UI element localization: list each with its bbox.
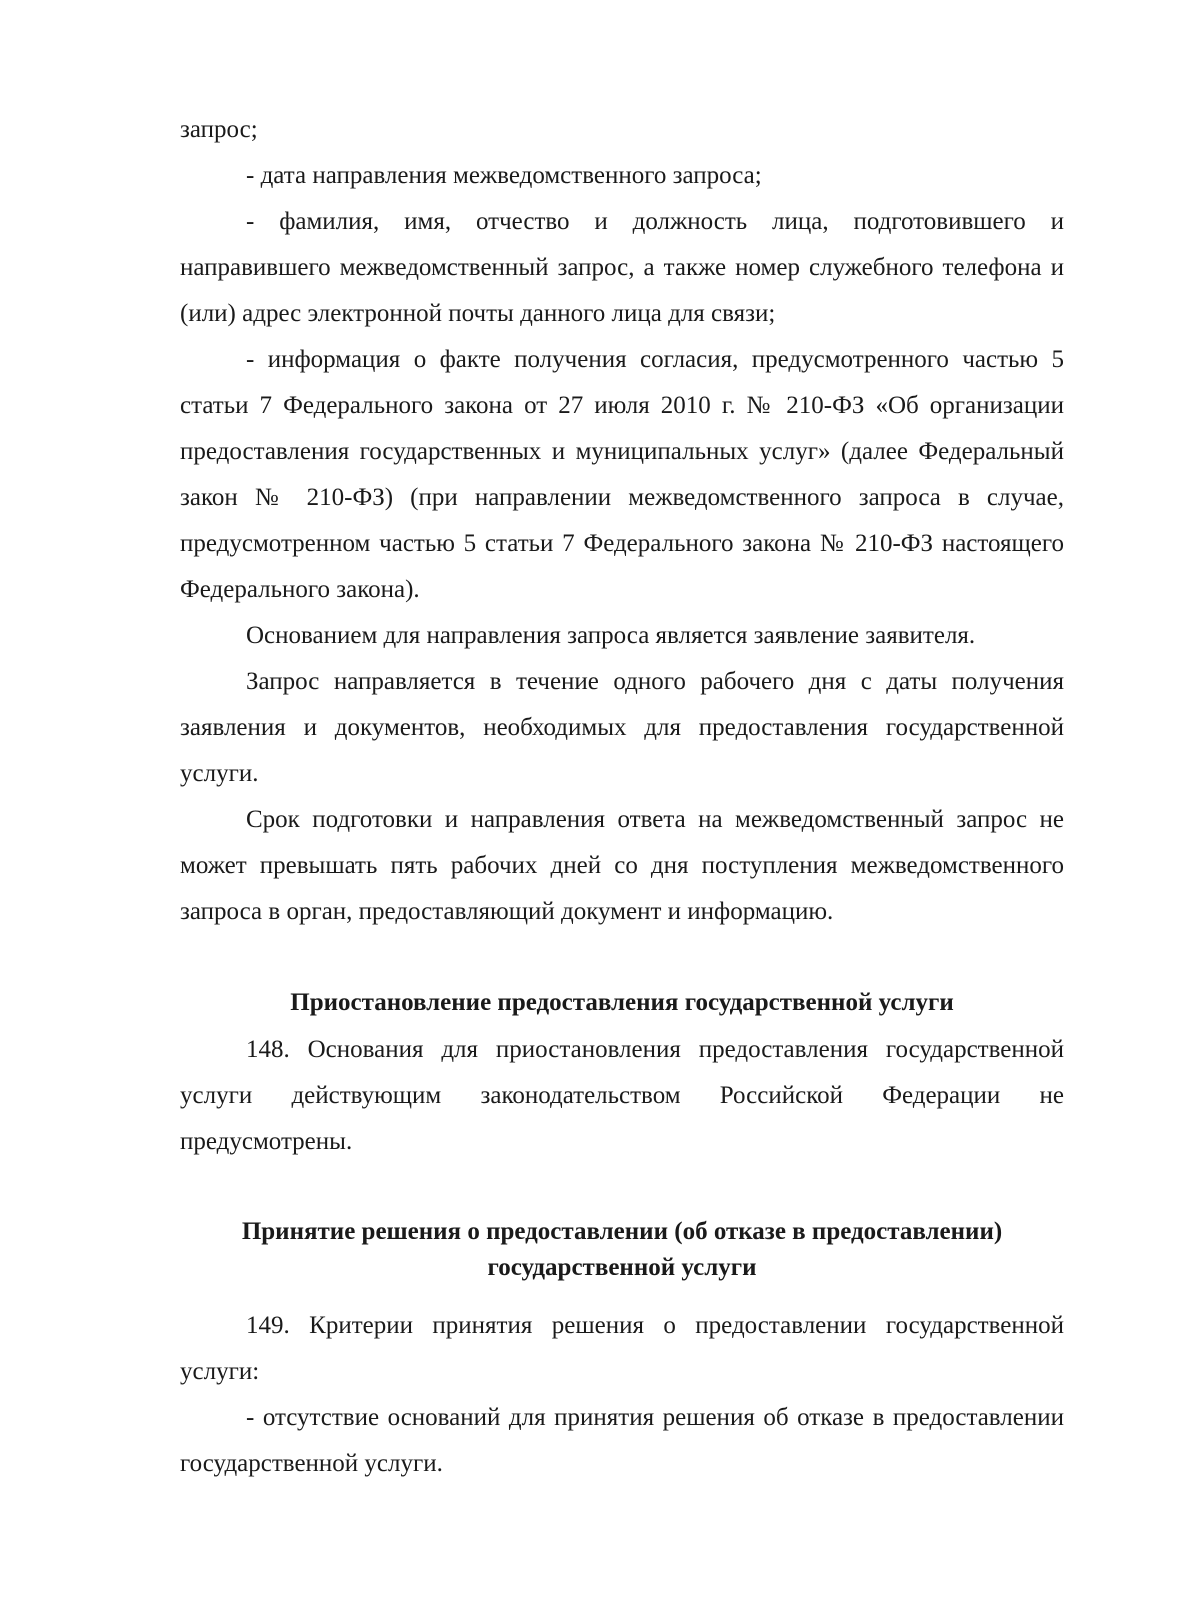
section-heading-suspension — [180, 985, 1064, 1021]
paragraph-request-date: - дата направления межведомственного запроса; — [246, 162, 762, 189]
section-heading-decision — [180, 1214, 1064, 1286]
paragraph-response-deadline: Срок подготовки и направления ответа на межведомственный запрос не может превышать пять рабочих дней со дня поступления межведомственного запроса в орган, предоставляющий документ и информацию. — [180, 806, 1064, 925]
paragraph-request-deadline: Запрос направляется в течение одного рабочего дня с даты получения заявления и документов, необходимых для предоставления государственной услуги. — [180, 668, 1064, 787]
paragraph-responsible-person: - фамилия, имя, отчество и должность лица, подготовившего и направившего межведомственный запрос, а также номер служебного телефона и (или) адрес электронной почты данного лица для связи; — [180, 208, 1064, 327]
paragraph-consent-info: - информация о факте получения согласия, предусмотренного частью 5 статьи 7 Федерального закона от 27 июля 2010 г. № 210-ФЗ «Об организации предоставления государственных и муниципальных услуг» (далее Федеральный закон № 210-ФЗ) (при направлении межведомственного запроса в случае, предусмотренном частью 5 статьи 7 Федерального закона № 210-ФЗ настоящего Федерального закона). — [180, 346, 1064, 603]
text-block-suspension — [180, 1027, 1064, 1165]
paragraph-148: 148. Основания для приостановления предоставления государственной услуги действующим законодательством Российской Федерации не предусмотрены. — [180, 1036, 1064, 1155]
section-heading-decision-line1: Принятие решения о предоставлении (об отказе в предоставлении) — [241, 1218, 1003, 1245]
section-heading-suspension-text: Приостановление предоставления государственной услуги — [290, 989, 954, 1016]
paragraph-request-basis: Основанием для направления запроса является заявление заявителя. — [246, 622, 976, 649]
paragraph-no-refusal-grounds: - отсутствие оснований для принятия решения об отказе в предоставлении государственной услуги. — [180, 1404, 1064, 1477]
section-heading-decision-line2: государственной услуги — [487, 1254, 757, 1281]
paragraph-request-continuation: запрос; — [180, 116, 258, 143]
text-block-decision — [180, 1303, 1064, 1487]
paragraph-149: 149. Критерии принятия решения о предоставлении государственной услуги: — [180, 1312, 1064, 1385]
text-block-request-details — [180, 107, 1064, 935]
